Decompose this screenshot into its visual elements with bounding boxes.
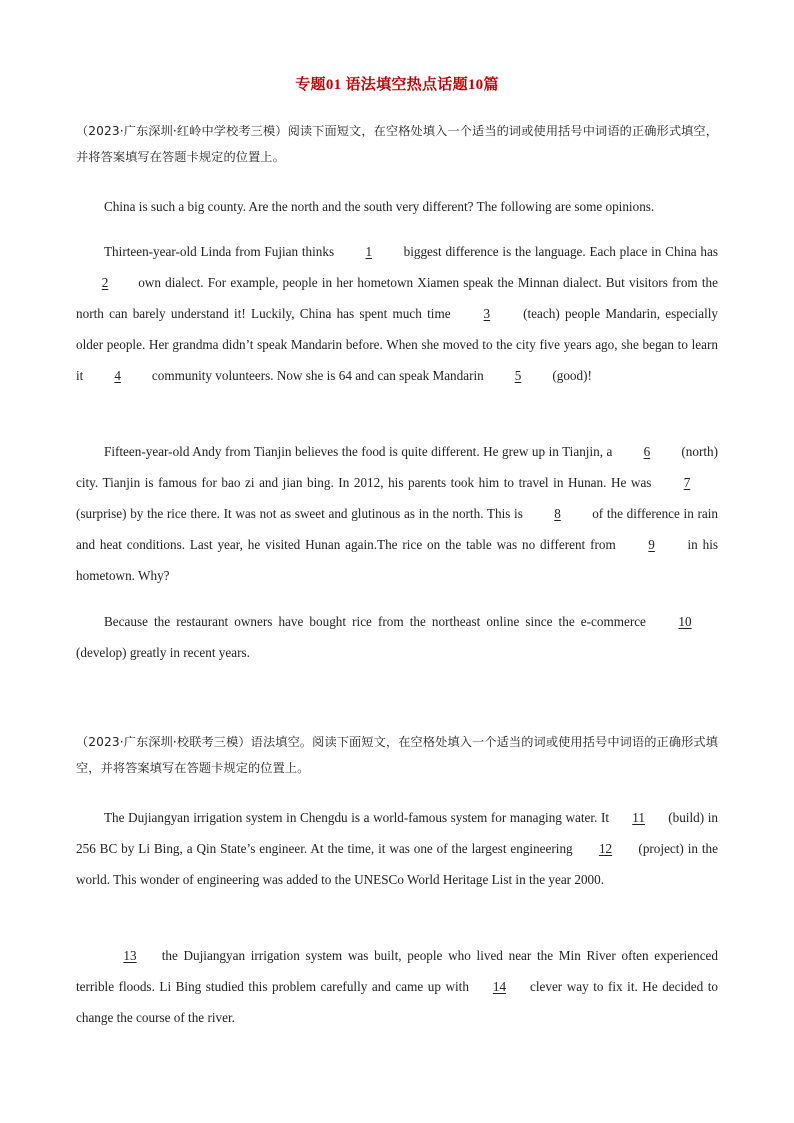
section2-instructions: （2023·广东深圳·校联考三模）语法填空。阅读下面短文，在空格处填入一个适当的词或使用括号中词语的正确形式填空，并将答案填写在答题卡规定的位置上。 <box>76 735 718 775</box>
text-run: Thirteen-year-old Linda from Fujian thinks <box>104 244 338 259</box>
section1-instructions: （2023·广东深圳·红岭中学校考三模）阅读下面短文，在空格处填入一个适当的词或使用括号中词语的正确形式填空，并将答案填写在答题卡规定的位置上。 <box>76 124 718 164</box>
section1-paragraph-3 <box>76 436 718 591</box>
text-run: biggest difference is the language. Each place in China has <box>399 244 718 259</box>
text-run: the Dujiangyan irrigation system was built, people who lived near the Min River often experienced terrible floods. Li Bing studied this problem carefully and came up with <box>76 948 718 994</box>
section1-paragraph-2 <box>76 236 718 391</box>
answer-blank-10[interactable]: 10 <box>678 614 692 629</box>
text-run: in his hometown. Why? <box>76 537 718 583</box>
answer-blank-6[interactable]: 6 <box>643 444 651 459</box>
answer-blank-1[interactable]: 1 <box>365 244 373 259</box>
text-run: clever way to fix it. He decided to change the course of the river. <box>76 979 718 1025</box>
text-run: community volunteers. Now she is 64 and can speak Mandarin <box>148 368 488 383</box>
answer-blank-13[interactable]: 13 <box>123 948 137 963</box>
text-run: (good)! <box>549 368 592 383</box>
section2-paragraph-1 <box>76 802 718 895</box>
section2-paragraph-2 <box>76 940 718 1033</box>
text-run: Because the restaurant owners have bought rice from the northeast online since the e-commerce <box>104 614 652 629</box>
text-run: (build) in 256 BC by Li Bing, a Qin State’s engineer. At the time, it was one of the largest engineering <box>76 810 718 856</box>
answer-blank-7[interactable]: 7 <box>683 475 691 490</box>
answer-blank-9[interactable]: 9 <box>648 537 655 552</box>
answer-blank-4[interactable]: 4 <box>114 368 121 383</box>
text-run: (develop) greatly in recent years. <box>76 645 250 660</box>
text-run: The Dujiangyan irrigation system in Chengdu is a world-famous system for managing water. It <box>104 810 613 825</box>
text-run: (teach) people Mandarin, especially older people. Her grandma didn’t speak Mandarin before. When she moved to the city five years ago, she began to learn it <box>76 306 718 383</box>
answer-blank-8[interactable]: 8 <box>554 506 561 521</box>
page-title: 专题01 语法填空热点话题10篇 <box>295 77 499 93</box>
answer-blank-3[interactable]: 3 <box>483 306 491 321</box>
text-run: Fifteen-year-old Andy from Tianjin believes the food is quite different. He grew up in Tianjin, a <box>104 444 616 459</box>
text-run: (project) in the world. This wonder of engineering was added to the UNESCo World Heritage List in the year 2000. <box>76 841 718 887</box>
answer-blank-2[interactable]: 2 <box>101 275 109 290</box>
text-run: of the difference in rain and heat conditions. Last year, he visited Hunan again.The rice on the table was no different from <box>76 506 718 552</box>
answer-blank-12[interactable]: 12 <box>598 841 613 856</box>
section1-paragraph-4 <box>76 606 718 668</box>
answer-blank-11[interactable]: 11 <box>632 810 645 825</box>
answer-blank-14[interactable]: 14 <box>492 979 507 994</box>
text-run: (north) city. Tianjin is famous for bao zi and jian bing. In 2012, his parents took him to travel in Hunan. He was <box>76 444 718 490</box>
answer-blank-5[interactable]: 5 <box>514 368 522 383</box>
section1-paragraph-1: China is such a big county. Are the north and the south very different? The following are some opinions. <box>104 199 655 214</box>
text-run: (surprise) by the rice there. It was not as sweet and glutinous as in the north. This is <box>76 506 527 521</box>
text-run: own dialect. For example, people in her hometown Xiamen speak the Minnan dialect. But visitors from the north can barely understand it! Luckily, China has spent much time <box>76 275 718 321</box>
